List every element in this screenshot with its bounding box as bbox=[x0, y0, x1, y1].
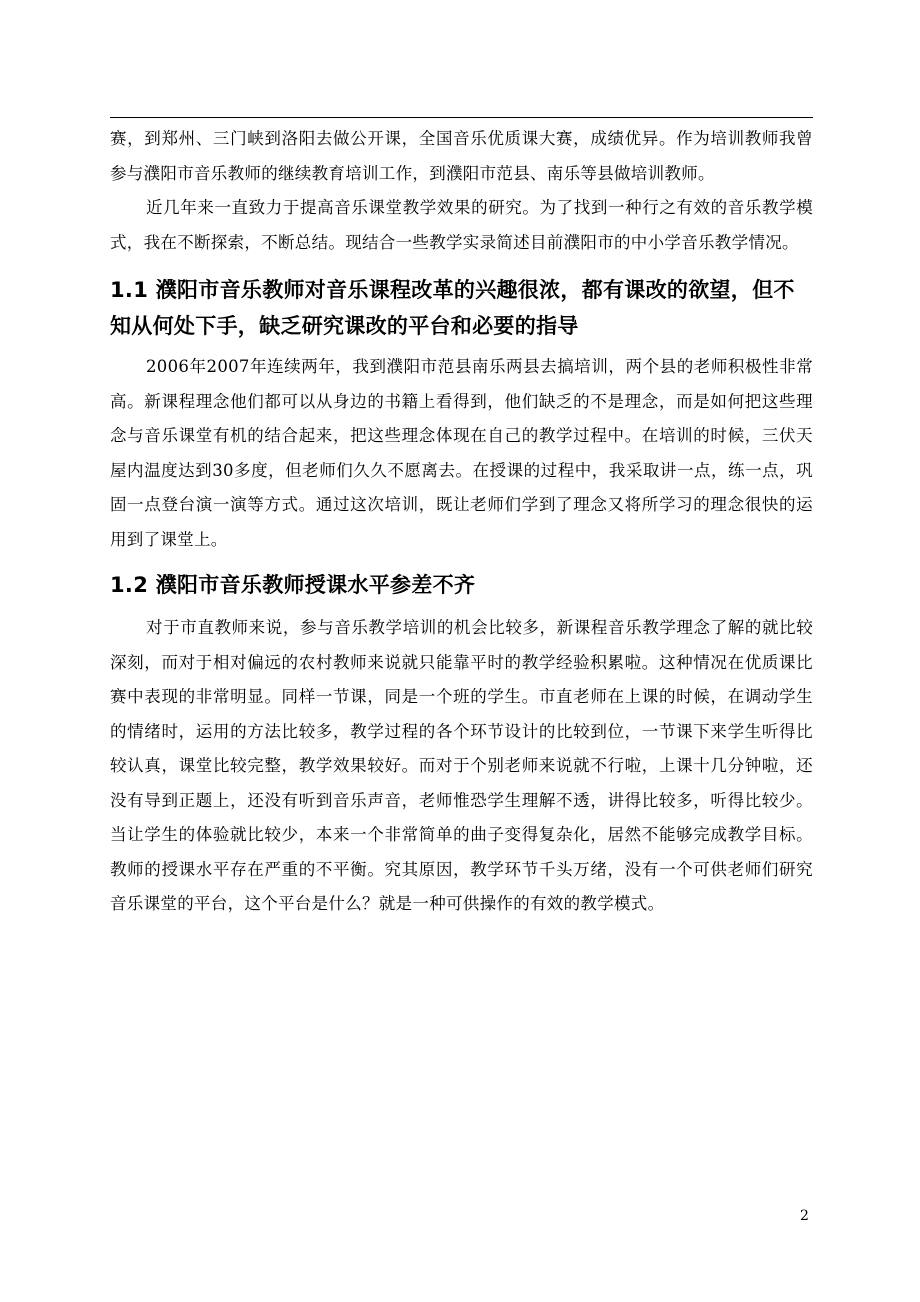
page-content bbox=[110, 122, 813, 922]
section-heading-1-1: 1.1 濮阳市音乐教师对音乐课程改革的兴趣很浓，都有课改的欲望，但不知从何处下手，缺乏研究课改的平台和必要的指导 bbox=[110, 278, 795, 338]
section-heading-1-2: 1.2 濮阳市音乐教师授课水平参差不齐 bbox=[110, 573, 476, 597]
paragraph-section-1-2: 对于市直教师来说，参与音乐教学培训的机会比较多，新课程音乐教学理念了解的就比较深刻，而对于相对偏远的农村教师来说就只能靠平时的教学经验积累啦。这种情况在优质课比赛中表现的非常明显。同样一节课，同是一个班的学生。市直老师在上课的时候，在调动学生的情绪时，运用的方法比较多，教学过程的各个环节设计的比较到位，一节课下来学生听得比较认真，课堂比较完整，教学效果较好。而对于个别老师来说就不行啦，上课十几分钟啦，还没有导到正题上，还没有听到音乐声音，老师惟恐学生理解不透，讲得比较多，听得比较少。当让学生的体验就比较少，本来一个非常简单的曲子变得复杂化，居然不能够完成教学目标。教师的授课水平存在严重的不平衡。究其原因，教学环节千头万绪，没有一个可供老师们研究音乐课堂的平台，这个平台是什么？就是一种可供操作的有效的教学模式。 bbox=[110, 618, 813, 913]
paragraph-continuation: 赛，到郑州、三门峡到洛阳去做公开课，全国音乐优质课大赛，成绩优异。作为培训教师我曾参与濮阳市音乐教师的继续教育培训工作，到濮阳市范县、南乐等县做培训教师。 bbox=[110, 129, 813, 183]
paragraph-section-1-1: 2006年2007年连续两年，我到濮阳市范县南乐两县去搞培训，两个县的老师积极性非常高。新课程理念他们都可以从身边的书籍上看得到，他们缺乏的不是理念，而是如何把这些理念与音乐课堂有机的结合起来，把这些理念体现在自己的教学过程中。在培训的时候，三伏天屋内温度达到30多度，但老师们久久不愿离去。在授课的过程中，我采取讲一点，练一点，巩固一点登台演一演等方式。通过这次培训，既让老师们学到了理念又将所学习的理念很快的运用到了课堂上。 bbox=[110, 357, 813, 549]
header-rule bbox=[110, 117, 813, 118]
page-number: 2 bbox=[800, 1208, 809, 1224]
paragraph-research-intro: 近几年来一直致力于提高音乐课堂教学效果的研究。为了找到一种行之有效的音乐教学模式，我在不断探索，不断总结。现结合一些教学实录简述目前濮阳市的中小学音乐教学情况。 bbox=[110, 198, 813, 252]
